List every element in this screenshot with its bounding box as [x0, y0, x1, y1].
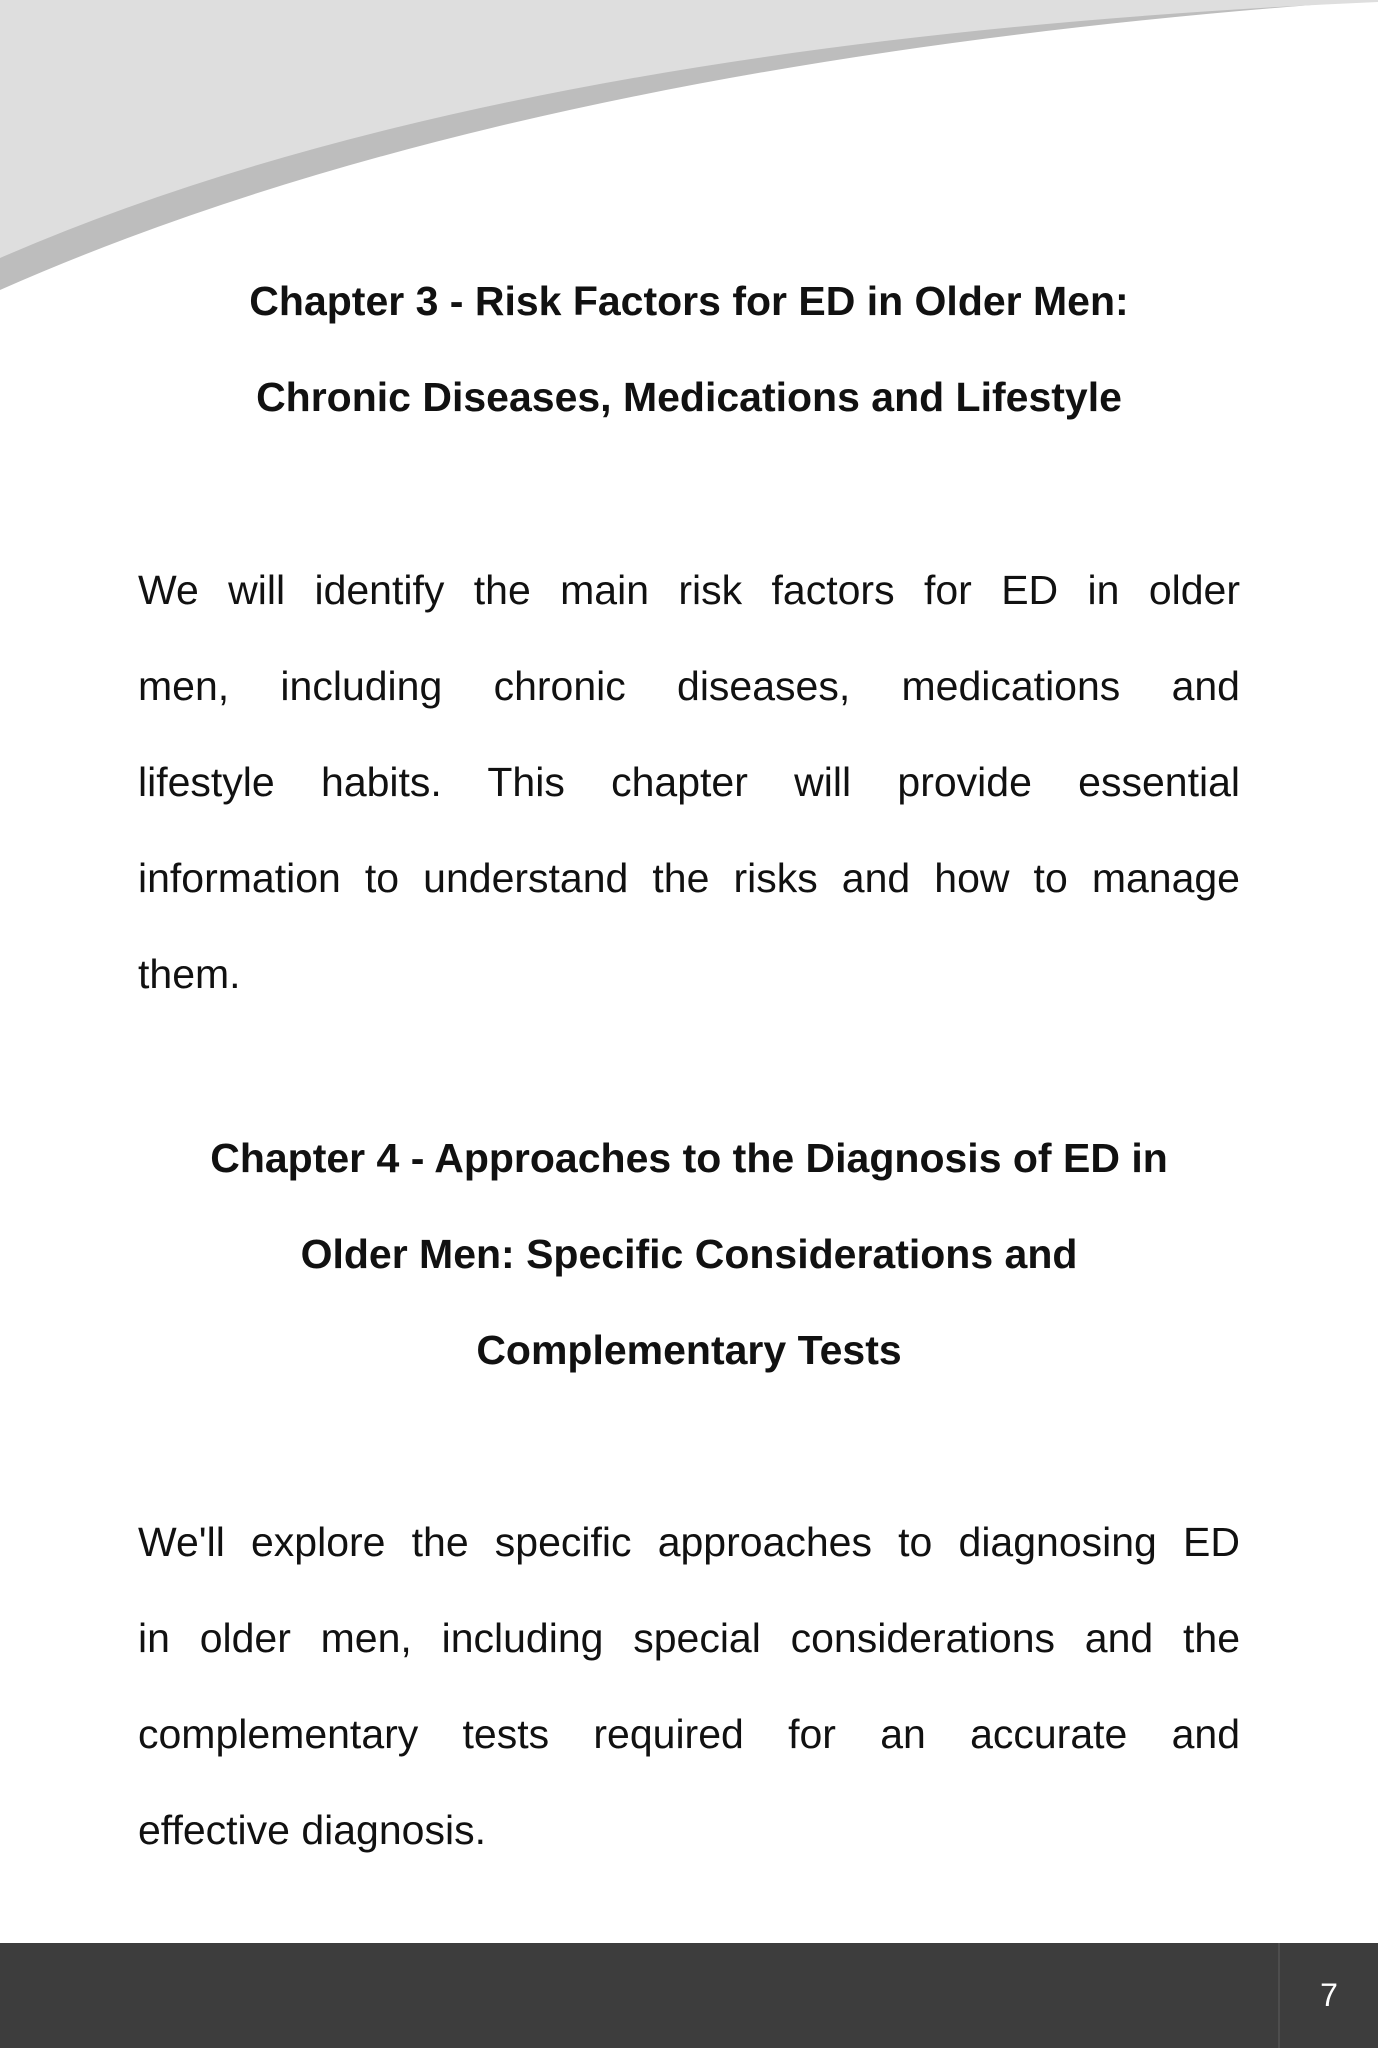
chapter-4-description-line-1: We'll explore the specific approaches to diagnosing ED [138, 1519, 1240, 1565]
chapter-3-description-line-4: information to understand the risks and how to manage [138, 855, 1240, 901]
chapter-4-heading [138, 1110, 1240, 1398]
chapter-4-description-line-4: effective diagnosis. [138, 1807, 486, 1853]
chapter-4-heading-line-2: Older Men: Specific Considerations and [300, 1231, 1078, 1277]
chapter-3-heading-line-1: Chapter 3 - Risk Factors for ED in Older Men: [249, 278, 1129, 324]
chapter-4-description-line-2: in older men, including special considerations and the [138, 1615, 1240, 1661]
chapter-3-description-line-2: men, including chronic diseases, medications and [138, 663, 1240, 709]
page-number: 7 [1320, 1977, 1338, 2013]
chapter-4-heading-line-1: Chapter 4 - Approaches to the Diagnosis of ED in [210, 1135, 1168, 1181]
chapter-3-description-line-5: them. [138, 951, 241, 997]
chapter-4-description-line-3: complementary tests required for an accurate and [138, 1711, 1240, 1757]
page-footer [0, 1943, 1378, 2048]
chapter-4-description [138, 1494, 1240, 1878]
chapter-3-description [138, 542, 1240, 1022]
swoosh-light-band [0, 0, 1378, 258]
chapter-3-heading [138, 253, 1240, 445]
chapter-3-description-line-3: lifestyle habits. This chapter will provide essential [138, 759, 1240, 805]
chapter-3-description-line-1: We will identify the main risk factors for ED in older [138, 567, 1240, 613]
chapter-4-heading-line-3: Complementary Tests [476, 1327, 902, 1373]
chapter-3-heading-line-2: Chronic Diseases, Medications and Lifestyle [256, 374, 1122, 420]
